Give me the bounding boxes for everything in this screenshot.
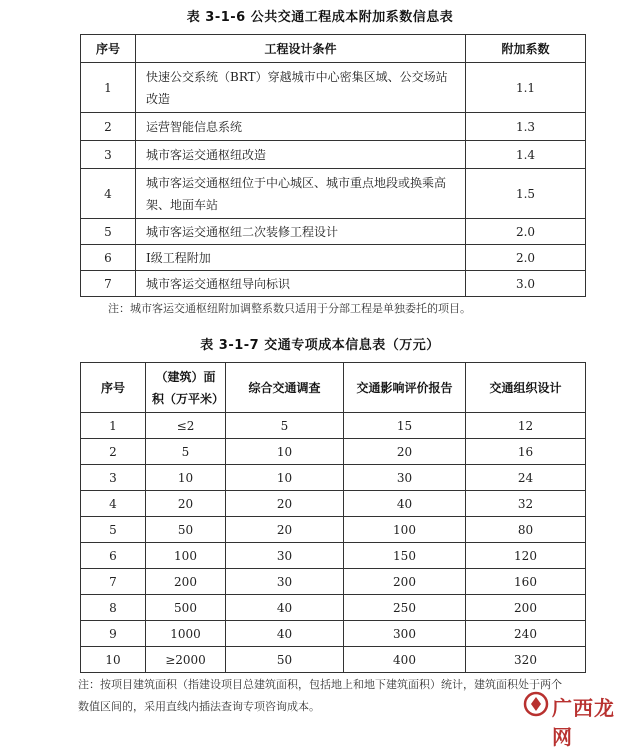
- design-condition: 快速公交系统（BRT）穿越城市中心密集区域、公交场站改造: [136, 63, 466, 113]
- organization-design-cost: 16: [466, 439, 586, 465]
- survey-cost: 40: [226, 621, 344, 647]
- row-number: 9: [81, 621, 146, 647]
- row-number: 3: [81, 465, 146, 491]
- table-row: [81, 413, 586, 439]
- area: 5: [146, 439, 226, 465]
- table2-note-line2: 数值区间的，采用直线内插法查询专项咨询成本。: [78, 700, 320, 713]
- header-cell: 序号: [81, 363, 146, 413]
- coefficient: 2.0: [466, 245, 586, 271]
- impact-report-cost: 400: [344, 647, 466, 673]
- header-cell: 工程设计条件: [136, 35, 466, 63]
- area: 200: [146, 569, 226, 595]
- impact-report-cost: 150: [344, 543, 466, 569]
- coefficient: 1.5: [466, 169, 586, 219]
- table-row: [81, 621, 586, 647]
- area: 100: [146, 543, 226, 569]
- survey-cost: 30: [226, 569, 344, 595]
- design-condition: 城市客运交通枢纽改造: [136, 141, 466, 169]
- organization-design-cost: 320: [466, 647, 586, 673]
- table-row: [81, 219, 586, 245]
- survey-cost: 20: [226, 517, 344, 543]
- table-row: [81, 439, 586, 465]
- organization-design-cost: 24: [466, 465, 586, 491]
- table-row: [81, 517, 586, 543]
- organization-design-cost: 80: [466, 517, 586, 543]
- survey-cost: 30: [226, 543, 344, 569]
- header-cell: 交通组织设计: [466, 363, 586, 413]
- impact-report-cost: 40: [344, 491, 466, 517]
- survey-cost: 20: [226, 491, 344, 517]
- impact-report-cost: 250: [344, 595, 466, 621]
- engineering-coefficient-table: [80, 34, 586, 297]
- row-number: 1: [81, 413, 146, 439]
- table2-note-line1: 注：按项目建筑面积（指建设项目总建筑面积，包括地上和地下建筑面积）统计，建筑面积处于两个: [78, 678, 562, 691]
- row-number: 7: [81, 569, 146, 595]
- row-number: 6: [81, 543, 146, 569]
- survey-cost: 10: [226, 465, 344, 491]
- organization-design-cost: 12: [466, 413, 586, 439]
- row-number: 8: [81, 595, 146, 621]
- survey-cost: 10: [226, 439, 344, 465]
- table-row: [81, 63, 586, 113]
- area: ≥2000: [146, 647, 226, 673]
- organization-design-cost: 160: [466, 569, 586, 595]
- impact-report-cost: 200: [344, 569, 466, 595]
- row-number: 6: [81, 245, 136, 271]
- survey-cost: 50: [226, 647, 344, 673]
- organization-design-cost: 200: [466, 595, 586, 621]
- impact-report-cost: 100: [344, 517, 466, 543]
- impact-report-cost: 20: [344, 439, 466, 465]
- design-condition: Ⅰ级工程附加: [136, 245, 466, 271]
- table-row: [81, 271, 586, 297]
- table-header-row: [81, 35, 586, 63]
- table1-note: 注：城市客运交通枢纽附加调整系数只适用于分部工程是单独委托的项目。: [108, 302, 471, 315]
- area: ≤2: [146, 413, 226, 439]
- row-number: 5: [81, 517, 146, 543]
- table2-caption: 表 3-1-7 交通专项成本信息表（万元）: [200, 338, 440, 353]
- row-number: 2: [81, 439, 146, 465]
- coefficient: 1.4: [466, 141, 586, 169]
- coefficient: 1.3: [466, 113, 586, 141]
- table-row: [81, 113, 586, 141]
- row-number: 10: [81, 647, 146, 673]
- traffic-cost-table: [80, 362, 586, 673]
- survey-cost: 40: [226, 595, 344, 621]
- table-row: [81, 595, 586, 621]
- design-condition: 城市客运交通枢纽位于中心城区、城市重点地段或换乘高架、地面车站: [136, 169, 466, 219]
- table1-caption: 表 3-1-6 公共交通工程成本附加系数信息表: [186, 10, 454, 25]
- design-condition: 城市客运交通枢纽二次装修工程设计: [136, 219, 466, 245]
- table-header-row: [81, 363, 586, 413]
- header-cell: （建筑）面积（万平米）: [146, 363, 226, 413]
- impact-report-cost: 300: [344, 621, 466, 647]
- coefficient: 1.1: [466, 63, 586, 113]
- row-number: 5: [81, 219, 136, 245]
- impact-report-cost: 30: [344, 465, 466, 491]
- table-row: [81, 647, 586, 673]
- impact-report-cost: 15: [344, 413, 466, 439]
- header-cell: 综合交通调查: [226, 363, 344, 413]
- table-row: [81, 543, 586, 569]
- area: 10: [146, 465, 226, 491]
- table-row: [81, 491, 586, 517]
- area: 20: [146, 491, 226, 517]
- table-row: [81, 245, 586, 271]
- row-number: 1: [81, 63, 136, 113]
- table-row: [81, 141, 586, 169]
- row-number: 3: [81, 141, 136, 169]
- design-condition: 城市客运交通枢纽导向标识: [136, 271, 466, 297]
- coefficient: 3.0: [466, 271, 586, 297]
- organization-design-cost: 120: [466, 543, 586, 569]
- table-row: [81, 169, 586, 219]
- row-number: 2: [81, 113, 136, 141]
- row-number: 4: [81, 169, 136, 219]
- survey-cost: 5: [226, 413, 344, 439]
- header-cell: 交通影响评价报告: [344, 363, 466, 413]
- table-row: [81, 465, 586, 491]
- watermark-logo: [522, 683, 634, 749]
- organization-design-cost: 240: [466, 621, 586, 647]
- watermark-text: 广西龙网: [552, 696, 615, 749]
- row-number: 7: [81, 271, 136, 297]
- area: 1000: [146, 621, 226, 647]
- coefficient: 2.0: [466, 219, 586, 245]
- design-condition: 运营智能信息系统: [136, 113, 466, 141]
- table-row: [81, 569, 586, 595]
- row-number: 4: [81, 491, 146, 517]
- logo-mark-icon: [522, 683, 552, 725]
- area: 50: [146, 517, 226, 543]
- header-cell: 附加系数: [466, 35, 586, 63]
- area: 500: [146, 595, 226, 621]
- header-cell: 序号: [81, 35, 136, 63]
- organization-design-cost: 32: [466, 491, 586, 517]
